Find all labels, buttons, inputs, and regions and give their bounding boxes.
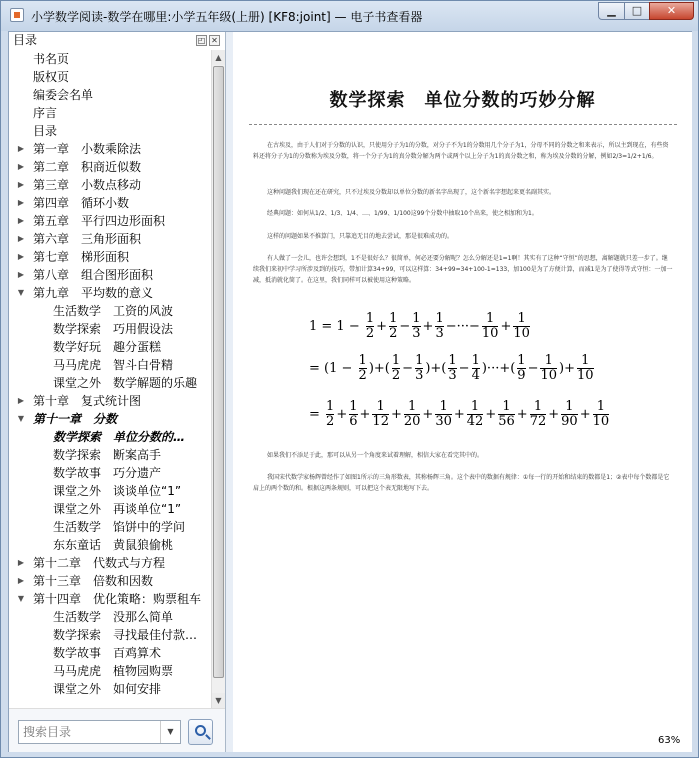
collapsed-arrow-icon[interactable]: ▶ <box>17 558 25 567</box>
toc-item-label: 第九章 平均数的意义 <box>33 286 154 300</box>
collapsed-arrow-icon[interactable]: ▶ <box>17 162 25 171</box>
toc-chapter-item[interactable] <box>9 392 211 410</box>
chevron-down-icon[interactable]: ▼ <box>160 721 180 743</box>
toc-item-label: 编委会名单 <box>33 88 94 102</box>
toc-chapter-item[interactable] <box>9 86 211 104</box>
splitter-handle[interactable] <box>226 32 233 752</box>
scroll-thumb[interactable] <box>213 66 224 678</box>
toc-item-label: 生活数学 馅饼中的学问 <box>53 520 186 534</box>
expanded-arrow-icon[interactable]: ▼ <box>17 288 25 297</box>
toc-item-label: 第十章 复式统计图 <box>33 394 142 408</box>
toc-scrollbar[interactable] <box>211 50 225 708</box>
toc-item-label: 第五章 平行四边形面积 <box>33 214 166 228</box>
toc-item-label: 第十三章 倍数和因数 <box>33 574 154 588</box>
paragraph: 在古埃及，由于人们对于分数的认识，只使用分子为1的分数，对分子不为1的分数用几个分子为1，分母不同的分数之和来表示，所以主到现在，有些资料还将分子为1的分数称为埃及分数，将一个分子为1的真分数分解为两个或两个以上分子为1的真分数之和，称为埃及分数的分解，例如2/3=1/2+1/6。 <box>253 142 669 160</box>
toc-chapter-item[interactable] <box>9 68 211 86</box>
toc-chapter-item[interactable] <box>9 248 211 266</box>
client-area <box>8 31 692 752</box>
toc-item-label: 数学探索 断案高手 <box>53 448 162 462</box>
close-panel-icon[interactable]: ✕ <box>209 35 220 46</box>
toc-chapter-item[interactable] <box>9 50 211 68</box>
toc-chapter-item[interactable] <box>9 122 211 140</box>
collapsed-arrow-icon[interactable]: ▶ <box>17 180 25 189</box>
toc-item-label: 书名页 <box>33 52 70 66</box>
toc-section-item[interactable] <box>9 482 211 500</box>
toc-item-label: 数学故事 百鸡算术 <box>53 646 162 660</box>
paragraph: 这种问题我们现在还在研究，只不过埃及分数却以单位分数的新名字出现了，这个新名字想起来更名副其实。 <box>267 189 556 196</box>
search-icon <box>195 725 206 736</box>
search-button[interactable] <box>188 719 213 745</box>
toc-item-label: 第六章 三角形面积 <box>33 232 142 246</box>
toc-item-label: 数学探索 巧用假设法 <box>53 322 174 336</box>
collapsed-arrow-icon[interactable]: ▶ <box>17 198 25 207</box>
collapsed-arrow-icon[interactable]: ▶ <box>17 144 25 153</box>
toc-chapter-item[interactable] <box>9 212 211 230</box>
toc-item-label: 数学故事 巧分遗产 <box>53 466 162 480</box>
toc-section-item[interactable] <box>9 338 211 356</box>
toc-chapter-item[interactable] <box>9 176 211 194</box>
toc-panel <box>9 32 226 752</box>
toc-item-label: 版权页 <box>33 70 70 84</box>
toc-section-item[interactable] <box>9 428 211 446</box>
toc-chapter-item[interactable] <box>9 590 211 608</box>
zoom-level: 63% <box>658 735 681 746</box>
toc-section-item[interactable] <box>9 680 211 698</box>
toc-item-label: 第十四章 优化策略：购票租车 <box>33 592 202 606</box>
paragraph: 我国宋代数学家杨辉曾经作了如图1所示的三角形数表，其称杨辉三角。这个表中的数据有规律：①每一行的开始和结束的数都是1；②表中每个数都是它肩上的两个数的和。根据这两条规则，可以把这个表无限地写下去。 <box>253 474 670 492</box>
toc-item-label: 课堂之外 谈谈单位“1” <box>53 484 182 498</box>
search-input[interactable] <box>19 721 159 743</box>
toc-section-item[interactable] <box>9 320 211 338</box>
paragraph: 有人做了一会儿，也许会想到，1不是很好么？很简单，何必还要分解呢？怎么分解还是1=1啊！其实有了这种“守恒”的思想，离解题就只差一步了。继续我们来初中学习所涉及到的技巧，带加计算34+99，可以这样算：34+99=34+100-1=133，加100是为了方便计算，而减1是为了使得等式守恒：一加一减，抵消就化简了。在这里，我们同样可以被使用这种策略。 <box>253 255 673 284</box>
close-button[interactable]: ✕ <box>649 2 694 20</box>
toc-item-label: 东东童话 黄鼠狼偷桃 <box>53 538 174 552</box>
app-icon <box>10 8 24 22</box>
collapsed-arrow-icon[interactable]: ▶ <box>17 234 25 243</box>
window-title: 小学数学阅读-数学在哪里:小学五年级(上册) [KF8:joint] — 电子书查看器 <box>31 10 423 24</box>
toc-item-label: 序言 <box>33 106 58 120</box>
collapsed-arrow-icon[interactable]: ▶ <box>17 252 25 261</box>
title-divider <box>249 124 677 125</box>
toc-item-label: 第七章 梯形面积 <box>33 250 130 264</box>
toc-item-label: 马马虎虎 智斗白骨精 <box>53 358 174 372</box>
toc-chapter-item[interactable] <box>9 572 211 590</box>
toc-section-item[interactable] <box>9 356 211 374</box>
toc-section-item[interactable] <box>9 608 211 626</box>
toc-header <box>9 32 225 50</box>
toc-chapter-item[interactable] <box>9 140 211 158</box>
toc-chapter-item[interactable] <box>9 266 211 284</box>
undock-icon[interactable]: ◰ <box>197 36 206 45</box>
toc-item-label: 第十一章 分数 <box>33 412 118 426</box>
toc-item-label: 第三章 小数点移动 <box>33 178 142 192</box>
toc-section-item[interactable] <box>9 626 211 644</box>
toc-item-label: 数学探索 寻找最佳付款… <box>53 628 198 642</box>
maximize-button[interactable]: □ <box>624 2 650 20</box>
toc-item-label: 马马虎虎 植物园购票 <box>53 664 174 678</box>
toc-chapter-item[interactable] <box>9 554 211 572</box>
toc-item-label: 课堂之外 再谈单位“1” <box>53 502 182 516</box>
toc-section-item[interactable] <box>9 464 211 482</box>
paragraph: 经典问题：如何从1/2、1/3、1/4、…、1/99、1/100这99个分数中抽取10个出来，使之相加和为1。 <box>267 210 538 217</box>
toc-item-label: 生活数学 工资的风波 <box>53 304 174 318</box>
toc-chapter-item[interactable] <box>9 194 211 212</box>
toc-title: 目录 <box>13 33 38 47</box>
toc-item-label: 第十二章 代数式与方程 <box>33 556 166 570</box>
toc-section-item[interactable] <box>9 500 211 518</box>
toc-search-bar <box>9 708 225 752</box>
toc-section-item[interactable] <box>9 536 211 554</box>
scroll-up-icon[interactable]: ▲ <box>212 50 225 65</box>
toc-tree <box>9 50 211 708</box>
toc-section-item[interactable] <box>9 374 211 392</box>
eq-text: = (1 − <box>309 361 353 376</box>
toc-chapter-item[interactable] <box>9 410 211 428</box>
scroll-down-icon[interactable]: ▼ <box>212 693 225 708</box>
collapsed-arrow-icon[interactable]: ▶ <box>17 576 25 585</box>
toc-chapter-item[interactable] <box>9 230 211 248</box>
search-combo[interactable] <box>18 720 181 744</box>
equation-line-3: = $\frac{1}{2}$ + $\frac{1}{6}$ + $\frac{1}{12}$ + $\frac{1}{20}$ + $\frac{1}{30}$ + $\frac{1}{42}$ + $\frac{1}{56}$ + $\frac{1}{72}$ + $\frac{1}{90}$ + $\frac{1}{10}$ <box>309 399 610 429</box>
equation-line-1: 1 = 1 − $\frac{1}{2}$ + $\frac{1}{2}$ − $\frac{1}{3}$ + $\frac{1}{3}$ −···− $\frac{1}{10}$ + $\frac{1}{10}$ <box>309 311 530 341</box>
paragraph: 如果我们不添足于此，那可以从另一个角度来试着理解，相信大家在看完其中的。 <box>267 452 484 459</box>
toc-item-label: 数学好玩 趣分蛋糕 <box>53 340 162 354</box>
collapsed-arrow-icon[interactable]: ▶ <box>17 216 25 225</box>
collapsed-arrow-icon[interactable]: ▶ <box>17 270 25 279</box>
toc-item-label: 数学探索 单位分数的… <box>53 430 186 444</box>
book-page <box>233 32 692 752</box>
toc-chapter-item[interactable] <box>9 284 211 302</box>
toc-item-label: 课堂之外 如何安排 <box>53 682 162 696</box>
toc-section-item[interactable] <box>9 662 211 680</box>
toc-section-item[interactable] <box>9 644 211 662</box>
eq-text: 1 = 1 − <box>309 319 360 334</box>
collapsed-arrow-icon[interactable]: ▶ <box>17 396 25 405</box>
minimize-button[interactable]: ▁ <box>598 2 625 20</box>
toc-item-label: 目录 <box>33 124 58 138</box>
toc-item-label: 第一章 小数乘除法 <box>33 142 142 156</box>
equation-line-2: = (1 − $\frac{1}{2}$ )+( $\frac{1}{2}$ − $\frac{1}{3}$ )+( $\frac{1}{3}$ − $\frac{1}{4}$ )···+( $\frac{1}{9}$ − $\frac{1}{10}$ )+ $\frac{1}{10}$ <box>309 353 594 383</box>
equation-block <box>309 312 639 442</box>
toc-section-item[interactable] <box>9 446 211 464</box>
toc-chapter-item[interactable] <box>9 158 211 176</box>
toc-item-label: 第四章 循环小数 <box>33 196 130 210</box>
eq-text: = <box>309 407 320 422</box>
toc-item-label: 生活数学 没那么简单 <box>53 610 174 624</box>
paragraph: 这样的问题如果不推算门，只靠追无目的地去尝试，那是很难成功的。 <box>267 233 454 240</box>
expanded-arrow-icon[interactable]: ▼ <box>17 414 25 423</box>
toc-item-label: 课堂之外 数学解题的乐趣 <box>53 376 198 390</box>
toc-section-item[interactable] <box>9 302 211 320</box>
expanded-arrow-icon[interactable]: ▼ <box>17 594 25 603</box>
chapter-title: 数学探索 单位分数的巧妙分解 <box>329 90 596 111</box>
title-bar[interactable] <box>1 1 698 31</box>
toc-section-item[interactable] <box>9 518 211 536</box>
toc-chapter-item[interactable] <box>9 104 211 122</box>
toc-item-label: 第八章 组合图形面积 <box>33 268 154 282</box>
toc-item-label: 第二章 积商近似数 <box>33 160 142 174</box>
